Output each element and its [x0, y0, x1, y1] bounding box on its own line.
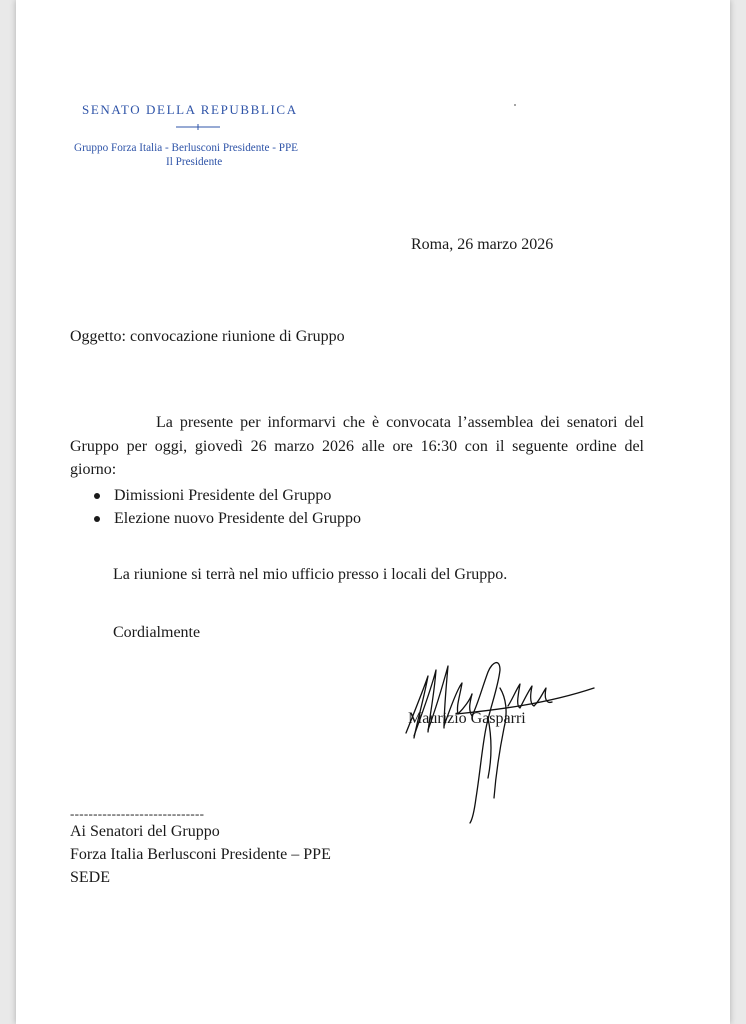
institution-title: SENATO DELLA REPUBBLICA [82, 102, 298, 117]
body-paragraph [70, 411, 644, 482]
body-line: La presente per informarvi che è convocata l’assemblea dei senatori del [156, 414, 644, 431]
recipient-line: Ai Senatori del Gruppo [70, 823, 220, 840]
group-name: Gruppo Forza Italia - Berlusconi Presidente - PPE [74, 142, 299, 154]
closing: Cordialmente [113, 624, 201, 641]
sender-role: Il Presidente [166, 156, 223, 168]
recipient-line: Forza Italia Berlusconi Presidente – PPE [70, 846, 331, 863]
recipient-line: SEDE [70, 869, 110, 886]
handwritten-signature [396, 648, 596, 828]
agenda-item-text: Elezione nuovo Presidente del Gruppo [114, 510, 362, 527]
signer-name: Maurizio Gasparri [408, 710, 526, 727]
paper-speck [514, 104, 516, 106]
date-line: Roma, 26 marzo 2026 [411, 236, 554, 253]
subject-line: Oggetto: convocazione riunione di Gruppo [70, 328, 345, 345]
letterhead-ornament [176, 123, 220, 131]
letter-page [16, 0, 730, 1024]
bullet-icon [94, 493, 100, 499]
body-line: Gruppo per oggi, giovedì 26 marzo 2026 alle ore 16:30 con il seguente ordine del [70, 437, 644, 455]
agenda-item [92, 484, 361, 507]
separator-line: ----------------------------- [70, 806, 205, 821]
agenda-item [92, 507, 361, 530]
bullet-icon [94, 516, 100, 522]
agenda-item-text: Dimissioni Presidente del Gruppo [114, 487, 332, 504]
body-line: giorno: [70, 461, 117, 478]
agenda-list [92, 484, 361, 530]
meeting-place: La riunione si terrà nel mio ufficio presso i locali del Gruppo. [113, 566, 508, 583]
